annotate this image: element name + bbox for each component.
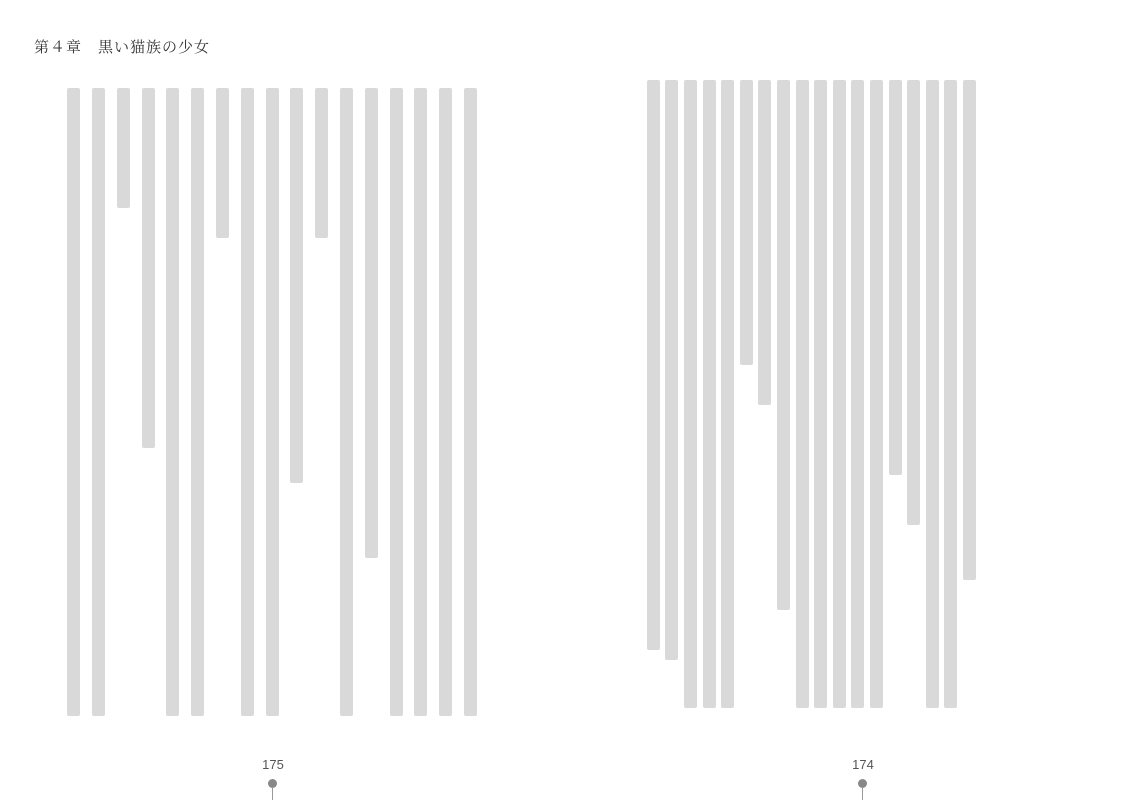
page-number-left: 175: [262, 757, 284, 772]
folio-rule-right: [862, 787, 863, 800]
text-column-placeholder: [464, 88, 477, 716]
text-column-placeholder: [944, 80, 957, 708]
text-column-placeholder: [117, 88, 130, 208]
text-column-placeholder: [315, 88, 328, 238]
text-column-placeholder: [390, 88, 403, 716]
text-column-placeholder: [92, 88, 105, 716]
text-column-placeholder: [851, 80, 864, 708]
text-column-placeholder: [814, 80, 827, 708]
folio-rule-left: [272, 787, 273, 800]
text-column-placeholder: [740, 80, 753, 365]
text-column-placeholder: [290, 88, 303, 483]
text-column-placeholder: [665, 80, 678, 660]
text-column-placeholder: [796, 80, 809, 708]
text-column-placeholder: [926, 80, 939, 708]
text-column-placeholder: [907, 80, 920, 525]
text-column-placeholder: [721, 80, 734, 708]
left-page: [0, 0, 560, 800]
text-column-placeholder: [241, 88, 254, 716]
text-column-placeholder: [647, 80, 660, 650]
text-column-placeholder: [684, 80, 697, 708]
text-column-placeholder: [703, 80, 716, 708]
text-column-placeholder: [439, 88, 452, 716]
text-column-placeholder: [777, 80, 790, 610]
page-number-right: 174: [852, 757, 874, 772]
text-column-placeholder: [833, 80, 846, 708]
running-head: 第４章 黒い猫族の少女: [34, 38, 211, 56]
text-column-placeholder: [870, 80, 883, 708]
right-page: [575, 0, 1135, 800]
text-column-placeholder: [758, 80, 771, 405]
text-column-placeholder: [216, 88, 229, 238]
text-column-placeholder: [963, 80, 976, 580]
text-column-placeholder: [365, 88, 378, 558]
text-column-placeholder: [142, 88, 155, 448]
text-column-placeholder: [414, 88, 427, 716]
text-column-placeholder: [889, 80, 902, 475]
text-column-placeholder: [67, 88, 80, 716]
text-column-placeholder: [266, 88, 279, 716]
text-column-placeholder: [166, 88, 179, 716]
text-column-placeholder: [191, 88, 204, 716]
text-column-placeholder: [340, 88, 353, 716]
